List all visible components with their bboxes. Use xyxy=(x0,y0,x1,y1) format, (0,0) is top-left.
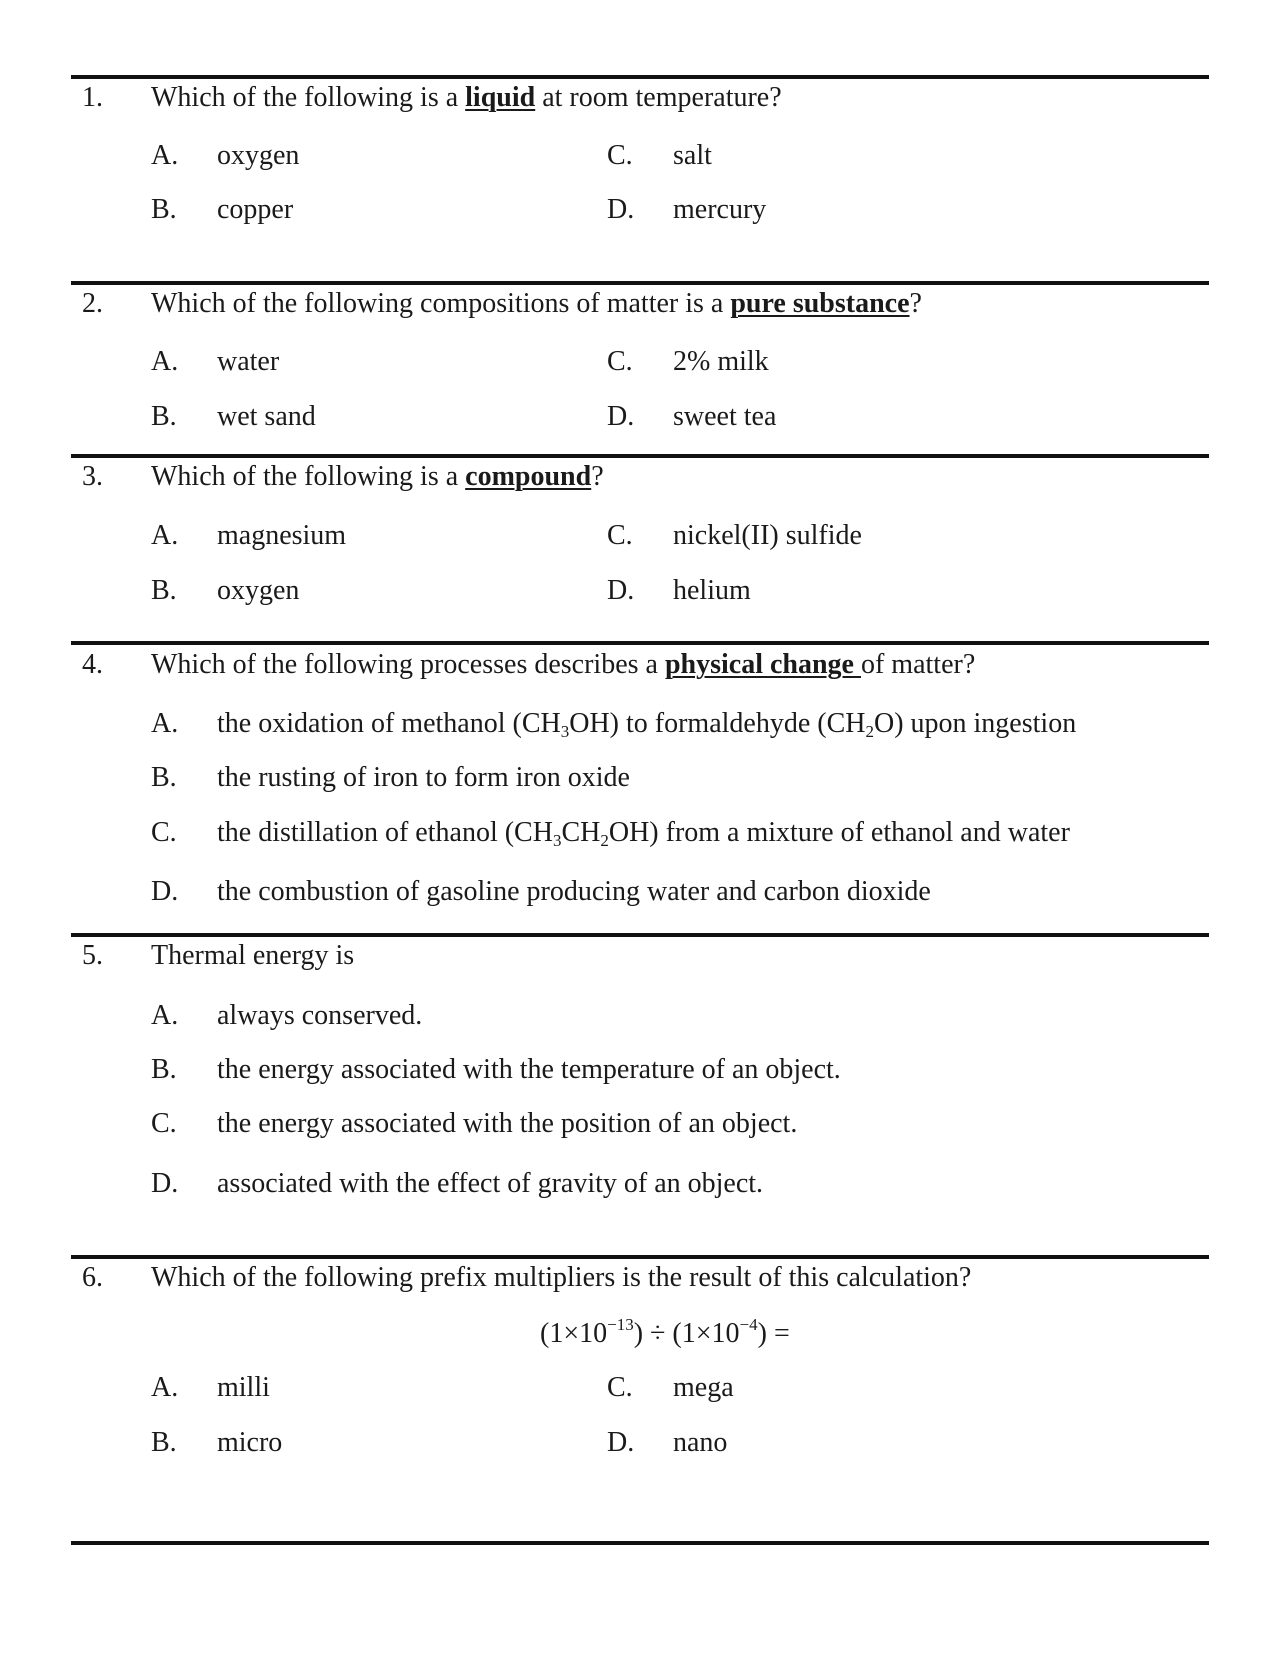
question-stem: Which of the following prefix multipliers is the result of this calculation? xyxy=(151,1262,972,1293)
stem-text: ? xyxy=(909,288,922,319)
question-number: 1. xyxy=(82,82,103,113)
stem-text: of matter? xyxy=(860,649,976,680)
option-text: mercury xyxy=(673,194,767,225)
option-letter: A. xyxy=(151,346,179,377)
option-letter: B. xyxy=(151,194,177,225)
option-text: the distillation of ethanol $(CH_3CH_2OH)$ from a mixture of ethanol and water xyxy=(217,817,1070,850)
option-letter: B. xyxy=(151,1427,177,1458)
option-letter: D. xyxy=(607,1427,635,1458)
question-number: 4. xyxy=(82,649,103,680)
option-text: salt xyxy=(673,140,712,171)
question-stem xyxy=(151,463,604,491)
option-text: 2% milk xyxy=(673,346,769,377)
stem-key-term: liquid xyxy=(465,82,536,113)
option-text: nano xyxy=(673,1427,728,1458)
option-letter: A. xyxy=(151,1000,179,1031)
stem-text: at room temperature? xyxy=(535,82,782,113)
option-text: magnesium xyxy=(217,520,347,551)
question-number: 5. xyxy=(82,940,103,971)
divider-rule xyxy=(71,933,1209,937)
stem-key-term: physical change xyxy=(664,649,861,680)
option-letter: B. xyxy=(151,575,177,606)
option-text: oxygen xyxy=(217,575,300,606)
stem-key-term: pure substance xyxy=(730,288,910,319)
option-text: the rusting of iron to form iron oxide xyxy=(217,762,630,793)
option-letter: D. xyxy=(151,876,179,907)
stem-text: Which of the following compositions of matter is a xyxy=(151,288,731,319)
question-number: 2. xyxy=(82,288,103,319)
question-stem: Thermal energy is xyxy=(151,940,355,971)
option-letter: A. xyxy=(151,708,179,739)
stem-key-term: compound xyxy=(465,461,592,492)
option-text: the energy associated with the temperature of an object. xyxy=(217,1054,841,1085)
option-letter: C. xyxy=(151,1108,177,1139)
divider-rule xyxy=(71,1255,1209,1259)
option-text: sweet tea xyxy=(673,401,777,432)
option-letter: C. xyxy=(607,346,633,377)
option-letter: C. xyxy=(607,140,633,171)
divider-rule xyxy=(71,75,1209,79)
question-number: 6. xyxy=(82,1262,103,1293)
stem-text: Which of the following is a xyxy=(151,461,466,492)
question-stem xyxy=(151,651,975,679)
option-letter: B. xyxy=(151,1054,177,1085)
option-letter: D. xyxy=(607,401,635,432)
option-text: wet sand xyxy=(217,401,316,432)
question-stem xyxy=(151,84,782,112)
question-stem xyxy=(151,290,922,318)
stem-text: Which of the following is a xyxy=(151,82,466,113)
stem-text: ? xyxy=(591,461,604,492)
option-text: associated with the effect of gravity of an object. xyxy=(217,1168,764,1199)
option-letter: B. xyxy=(151,762,177,793)
divider-rule xyxy=(71,281,1209,285)
divider-rule xyxy=(71,641,1209,645)
option-letter: A. xyxy=(151,520,179,551)
option-text: the oxidation of methanol $(CH_3OH)$ to formaldehyde $(CH_2O)$ upon ingestion xyxy=(217,708,1077,741)
stem-text: Which of the following processes describes a xyxy=(151,649,665,680)
option-text: micro xyxy=(217,1427,283,1458)
option-letter: A. xyxy=(151,140,179,171)
option-letter: C. xyxy=(151,817,177,848)
option-letter: B. xyxy=(151,401,177,432)
option-letter: D. xyxy=(607,194,635,225)
option-letter: C. xyxy=(607,1372,633,1403)
option-text: oxygen xyxy=(217,140,300,171)
option-letter: C. xyxy=(607,520,633,551)
option-text: helium xyxy=(673,575,751,606)
divider-rule xyxy=(71,454,1209,458)
option-text: water xyxy=(217,346,280,377)
option-text: copper xyxy=(217,194,294,225)
option-text: always conserved. xyxy=(217,1000,423,1031)
question-number: 3. xyxy=(82,461,103,492)
option-text: the combustion of gasoline producing water and carbon dioxide xyxy=(217,876,931,907)
option-letter: D. xyxy=(151,1168,179,1199)
option-letter: A. xyxy=(151,1372,179,1403)
calculation-formula: $(1\times 10^{-13}) \div (1\times 10^{-4})$ = xyxy=(540,1315,790,1349)
option-text: nickel(II) sulfide xyxy=(673,520,862,551)
option-text: mega xyxy=(673,1372,734,1403)
option-text: the energy associated with the position of an object. xyxy=(217,1108,798,1139)
option-letter: D. xyxy=(607,575,635,606)
option-text: milli xyxy=(217,1372,270,1403)
divider-rule xyxy=(71,1541,1209,1545)
